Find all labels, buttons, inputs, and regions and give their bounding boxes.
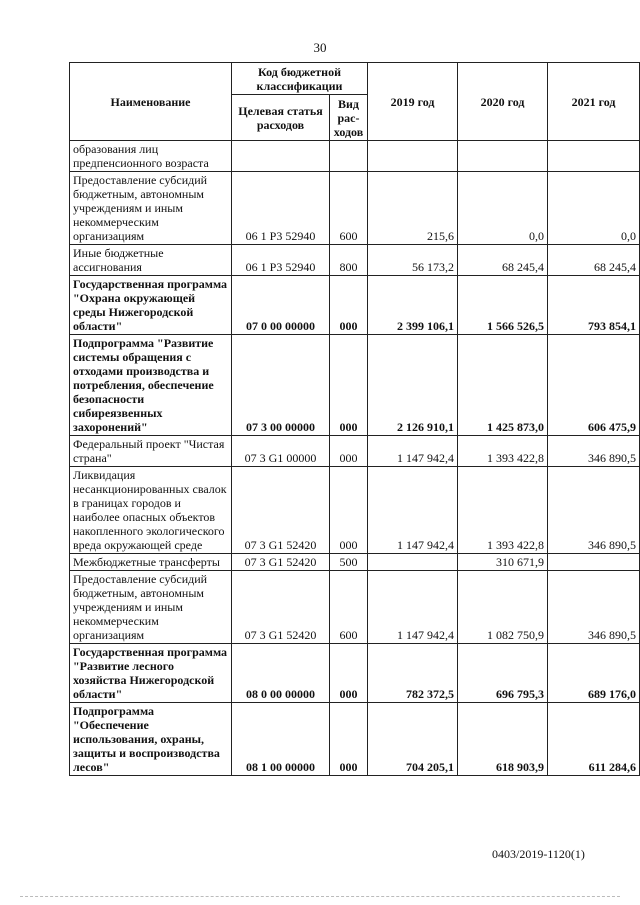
row-2019 [368,141,458,172]
row-kind: 000 [330,703,368,776]
row-2020: 1 425 873,0 [458,335,548,436]
row-2020: 310 671,9 [458,554,548,571]
table-row [70,571,640,644]
row-kind [330,141,368,172]
row-code [232,141,330,172]
row-2019: 1 147 942,4 [368,467,458,554]
row-kind: 600 [330,172,368,245]
row-kind: 000 [330,644,368,703]
row-2021: 68 245,4 [548,245,640,276]
row-code: 08 1 00 00000 [232,703,330,776]
table-row [70,554,640,571]
row-kind: 000 [330,467,368,554]
page-number: 30 [313,40,327,55]
row-name: Государственная программа "Охрана окружающей среды Нижегородской области" [70,276,232,335]
row-2021: 346 890,5 [548,436,640,467]
row-2021: 606 475,9 [548,335,640,436]
table-row [70,276,640,335]
row-code: 07 0 00 00000 [232,276,330,335]
row-name: Подпрограмма "Развитие системы обращения с отходами производства и потребления, обеспечение безопасности сибиреязвенных захоронений" [70,335,232,436]
row-2019 [368,554,458,571]
header-2021: 2021 год [548,63,640,141]
row-2019: 2 399 106,1 [368,276,458,335]
row-name: Иные бюджетные ассигнования [70,245,232,276]
header-expense-type: Вид рас-ходов [330,95,368,141]
table-row [70,245,640,276]
row-kind: 000 [330,436,368,467]
row-name: Подпрограмма "Обеспечение использования, охраны, защиты и воспроизводства лесов" [70,703,232,776]
header-2019: 2019 год [368,63,458,141]
row-2019: 2 126 910,1 [368,335,458,436]
row-2021: 346 890,5 [548,467,640,554]
table-row [70,644,640,703]
row-2020: 0,0 [458,172,548,245]
row-code: 07 3 G1 52420 [232,467,330,554]
row-name: Предоставление субсидий бюджетным, автономным учреждениям и иным некоммерческим организациям [70,571,232,644]
row-2020 [458,141,548,172]
row-kind: 000 [330,276,368,335]
row-code: 07 3 00 00000 [232,335,330,436]
row-kind: 500 [330,554,368,571]
row-2020: 696 795,3 [458,644,548,703]
row-2021 [548,141,640,172]
header-name: Наименование [70,63,232,141]
header-2020: 2020 год [458,63,548,141]
table-row [70,141,640,172]
row-2021: 793 854,1 [548,276,640,335]
row-code: 08 0 00 00000 [232,644,330,703]
row-code: 07 3 G1 52420 [232,571,330,644]
row-2019: 56 173,2 [368,245,458,276]
row-code: 07 3 G1 52420 [232,554,330,571]
header-target-article: Целевая статья расходов [232,95,330,141]
row-2019: 1 147 942,4 [368,571,458,644]
row-name: Ликвидация несанкционированных свалок в границах городов и наиболее опасных объектов накопленного экологического вреда окружающей среде [70,467,232,554]
header-code-group: Код бюджетной классификации [232,63,368,95]
row-2021: 689 176,0 [548,644,640,703]
row-2019: 704 205,1 [368,703,458,776]
row-2020: 1 082 750,9 [458,571,548,644]
row-2019: 215,6 [368,172,458,245]
table-row [70,467,640,554]
row-2019: 1 147 942,4 [368,436,458,467]
row-2020: 1 393 422,8 [458,436,548,467]
row-2021: 611 284,6 [548,703,640,776]
scan-edge-divider [20,896,620,897]
row-code: 06 1 P3 52940 [232,245,330,276]
row-kind: 600 [330,571,368,644]
row-2020: 1 566 526,5 [458,276,548,335]
table-row [70,703,640,776]
row-code: 06 1 P3 52940 [232,172,330,245]
row-2021 [548,554,640,571]
row-name: Предоставление субсидий бюджетным, автономным учреждениям и иным некоммерческим организациям [70,172,232,245]
budget-table [69,62,640,776]
row-2021: 0,0 [548,172,640,245]
row-name: Федеральный проект "Чистая страна" [70,436,232,467]
table-row [70,335,640,436]
row-name: образования лиц предпенсионного возраста [70,141,232,172]
row-kind: 000 [330,335,368,436]
row-code: 07 3 G1 00000 [232,436,330,467]
table-row [70,436,640,467]
row-2020: 1 393 422,8 [458,467,548,554]
row-name: Государственная программа "Развитие лесного хозяйства Нижегородской области" [70,644,232,703]
row-name: Межбюджетные трансферты [70,554,232,571]
row-2021: 346 890,5 [548,571,640,644]
row-kind: 800 [330,245,368,276]
table-row [70,172,640,245]
row-2020: 618 903,9 [458,703,548,776]
row-2020: 68 245,4 [458,245,548,276]
row-2019: 782 372,5 [368,644,458,703]
document-code: 0403/2019-1120(1) [492,847,585,861]
